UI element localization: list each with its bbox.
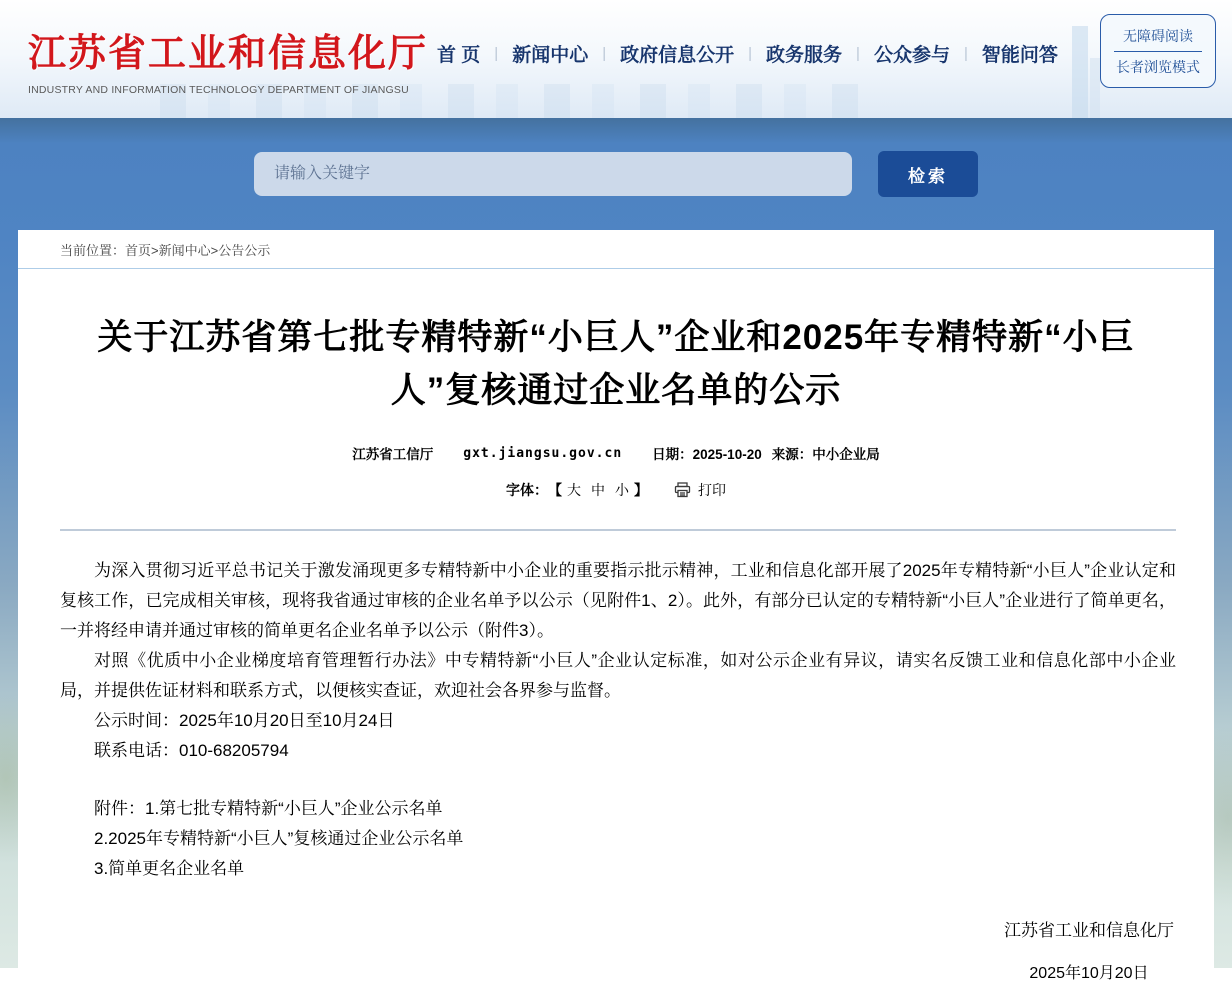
article-date-origin [652, 443, 880, 463]
attachment-line [60, 824, 1176, 854]
notice-period: 公示时间：2025年10月20日至10月24日 [94, 711, 395, 730]
nav-separator: | [856, 45, 860, 62]
article-source-site: gxt.jiangsu.gov.cn [463, 445, 623, 461]
nav-item-home[interactable]: 首 页 [437, 45, 481, 66]
paragraph: 对照《优质中小企业梯度培育管理暂行办法》中专精特新“小巨人”企业认定标准，如对公示企业有异议，请实名反馈工业和信息化部中小企业局，并提供佐证材料和联系方式，以便核实查证，欢迎社会各界参与监督。 [60, 651, 1176, 700]
article [18, 311, 1214, 989]
article-meta [18, 443, 1214, 463]
nav-item-participation[interactable]: 公众参与 [873, 45, 950, 66]
nav-separator: | [602, 45, 607, 62]
contact-phone: 联系电话：010-68205794 [94, 741, 289, 760]
article-title: 关于江苏省第七批专精特新“小巨人”企业和2025年专精特新“小巨人”复核通过企业名单的公示 [97, 318, 1135, 410]
nav-separator: | [494, 45, 499, 62]
breadcrumb-news[interactable]: 新闻中心 [158, 243, 211, 258]
paragraph: 为深入贯彻习近平总书记关于激发涌现更多专精特新中小企业的重要指示批示精神，工业和信息化部开展了2025年专精特新“小巨人”企业认定和复核工作，已完成相关审核，现将我省通过审核的企业名单予以公示（见附件1、2）。此外，有部分已认定的专精特新“小巨人”企业进行了简单更名，一并将经申请并通过审核的简单更名企业名单予以公示（附件3）。 [60, 561, 1176, 640]
elder-mode-button[interactable]: 长者浏览模式 [1116, 58, 1200, 75]
attachment-line [60, 854, 1176, 884]
nav-item-services[interactable]: 政务服务 [766, 45, 843, 66]
breadcrumb-label: 当前位置： [60, 243, 126, 258]
site-logo-title: 江苏省工业和信息化厅 [28, 33, 429, 75]
attachment-line [60, 794, 1176, 824]
nav-separator: | [963, 45, 968, 62]
font-size-large-button[interactable]: 大 [567, 482, 581, 498]
attachments [60, 794, 1176, 884]
nav-separator: | [748, 45, 753, 62]
skyline-decoration [1090, 58, 1100, 118]
article-date: 日期：2025-10-20 [652, 447, 762, 462]
attachment-link-3[interactable]: 3.简单更名企业名单 [94, 859, 245, 878]
nav-item-news[interactable]: 新闻中心 [512, 45, 589, 66]
nav-item-qa[interactable]: 智能问答 [981, 45, 1058, 66]
signature-name: 江苏省工业和信息化厅 [1004, 921, 1174, 940]
breadcrumb-separator: > [210, 243, 219, 258]
skyline-decoration [1072, 26, 1088, 118]
search-input[interactable] [254, 152, 852, 196]
font-bracket-close: 】 [634, 482, 648, 498]
breadcrumb [18, 230, 1214, 269]
article-source-name: 江苏省工信厅 [352, 447, 434, 462]
search-bar [0, 118, 1232, 230]
accessibility-box [1100, 14, 1216, 88]
article-toolbar [18, 480, 1214, 500]
font-size-medium-button[interactable]: 中 [591, 482, 605, 498]
article-body [18, 531, 1214, 989]
site-logo [28, 22, 429, 96]
breadcrumb-home[interactable]: 首页 [125, 243, 152, 258]
font-size-label: 字体： [506, 482, 548, 498]
site-header [0, 0, 1232, 118]
main-nav [437, 40, 1058, 67]
font-size-small-button[interactable]: 小 [615, 482, 629, 498]
attachment-link-2[interactable]: 2.2025年专精特新“小巨人”复核通过企业公示名单 [94, 829, 464, 848]
search-button[interactable]: 检索 [878, 151, 978, 197]
print-button[interactable] [674, 480, 726, 500]
attachments-label: 附件： [94, 799, 145, 818]
printer-icon [674, 482, 691, 498]
content-box [18, 230, 1214, 982]
signature-block [60, 916, 1176, 989]
breadcrumb-separator: > [151, 243, 159, 258]
site-logo-subtitle: INDUSTRY AND INFORMATION TECHNOLOGY DEPARTMENT OF JIANGSU [28, 84, 409, 96]
accessibility-reading-button[interactable]: 无障碍阅读 [1123, 27, 1193, 44]
nav-item-gov-info[interactable]: 政府信息公开 [620, 45, 735, 66]
breadcrumb-notices[interactable]: 公告公示 [218, 243, 271, 258]
font-bracket-open: 【 [548, 482, 562, 498]
font-size-controls [506, 480, 648, 500]
article-origin: 来源：中小企业局 [771, 447, 880, 462]
signature-date: 2025年10月20日 [1029, 965, 1149, 982]
page-background-band [0, 118, 1232, 982]
attachment-link-1[interactable]: 1.第七批专精特新“小巨人”企业公示名单 [145, 799, 443, 818]
print-label: 打印 [698, 482, 726, 498]
